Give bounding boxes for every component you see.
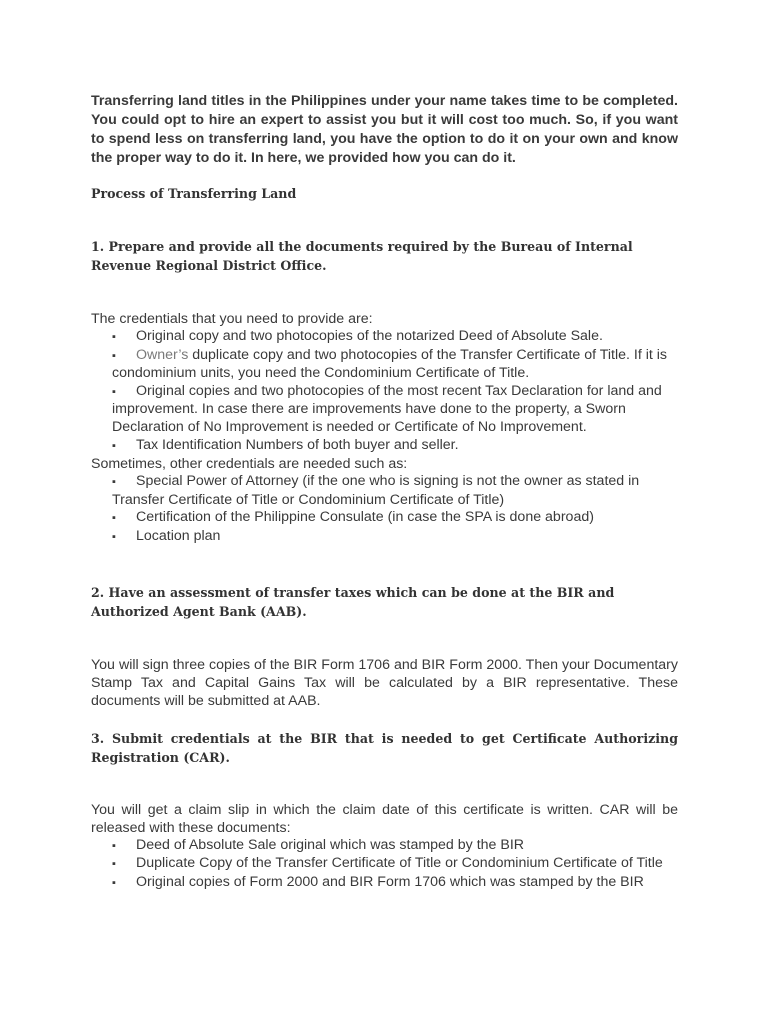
process-title: Process of Transferring Land bbox=[91, 186, 297, 201]
bullet-icon: ▪ bbox=[112, 476, 116, 489]
list-item bbox=[91, 473, 678, 509]
intro-paragraph: Transferring land titles in the Philippines under your name takes time to be completed. You could opt to hire an expert to assist you but it will cost too much. So, if you want to spend less on transferring land, you have the option to do it on your own and know the proper way to do it. In here, we provided how you can do it. bbox=[91, 93, 678, 166]
list-item-text: Original copies and two photocopies of the most recent Tax Declaration for land and improvement. In case there are improvements have done to the property, a Sworn Declaration of No Improvement is needed or Certificate of No Improvement. bbox=[112, 382, 662, 435]
step1-list2 bbox=[91, 473, 678, 546]
list-item bbox=[91, 837, 678, 856]
list-item-text: Location plan bbox=[136, 527, 221, 544]
list-item bbox=[91, 509, 678, 528]
list-item bbox=[91, 347, 678, 383]
step1-list bbox=[91, 328, 678, 455]
list-item-text: Certification of the Philippine Consulate (in case the SPA is done abroad) bbox=[136, 509, 594, 526]
step1-heading: 1. Prepare and provide all the documents required by the Bureau of Internal Revenue Regional District Office. bbox=[91, 239, 633, 273]
bullet-icon: ▪ bbox=[112, 876, 116, 889]
list-item bbox=[91, 437, 678, 456]
list-item-text: Original copies of Form 2000 and BIR Form 1706 which was stamped by the BIR bbox=[136, 873, 644, 890]
list-item-text: Tax Identification Numbers of both buyer and seller. bbox=[136, 436, 459, 453]
list-item bbox=[91, 855, 678, 874]
bullet-icon: ▪ bbox=[112, 839, 116, 852]
bullet-icon: ▪ bbox=[112, 349, 116, 362]
step2-body: You will sign three copies of the BIR Form 1706 and BIR Form 2000. Then your Documentary Stamp Tax and Capital Gains Tax will be calculated by a BIR representative. These documents will be submitted at AAB. bbox=[91, 656, 678, 709]
step1-lead2: Sometimes, other credentials are needed such as: bbox=[91, 456, 408, 473]
list-item-text: Deed of Absolute Sale original which was stamped by the BIR bbox=[136, 836, 525, 853]
step3-heading: 3. Submit credentials at the BIR that is needed to get Certificate Authorizing Registration (CAR). bbox=[91, 730, 678, 765]
list-item-text: Special Power of Attorney (if the one who is signing is not the owner as stated in Transfer Certificate of Title or Condominium Certificate of Title) bbox=[112, 473, 640, 508]
step3-list bbox=[91, 837, 678, 893]
list-item-text: duplicate copy and two photocopies of the Transfer Certificate of Title. If it is condominium units, you need the Condominium Certificate of Title. bbox=[112, 346, 668, 382]
step3-body: You will get a claim slip in which the claim date of this certificate is written. CAR will be released with these documents: bbox=[91, 801, 678, 836]
list-item bbox=[91, 528, 678, 547]
owner-word: Owner’s bbox=[136, 346, 189, 363]
list-item bbox=[91, 383, 678, 437]
bullet-icon: ▪ bbox=[112, 331, 116, 343]
list-item bbox=[91, 328, 678, 347]
list-item-text: Duplicate Copy of the Transfer Certificate of Title or Condominium Certificate of Title bbox=[136, 855, 663, 872]
step1-lead: The credentials that you need to provide are: bbox=[91, 311, 373, 327]
bullet-icon: ▪ bbox=[112, 385, 116, 398]
bullet-icon: ▪ bbox=[112, 530, 116, 543]
list-item bbox=[91, 874, 678, 893]
list-item-text: Original copy and two photocopies of the notarized Deed of Absolute Sale. bbox=[136, 328, 603, 344]
bullet-icon: ▪ bbox=[112, 512, 116, 525]
bullet-icon: ▪ bbox=[112, 439, 116, 452]
document-page bbox=[91, 92, 678, 892]
step2-heading: 2. Have an assessment of transfer taxes which can be done at the BIR and Authorized Agent Bank (AAB). bbox=[91, 584, 615, 619]
bullet-icon: ▪ bbox=[112, 858, 116, 871]
